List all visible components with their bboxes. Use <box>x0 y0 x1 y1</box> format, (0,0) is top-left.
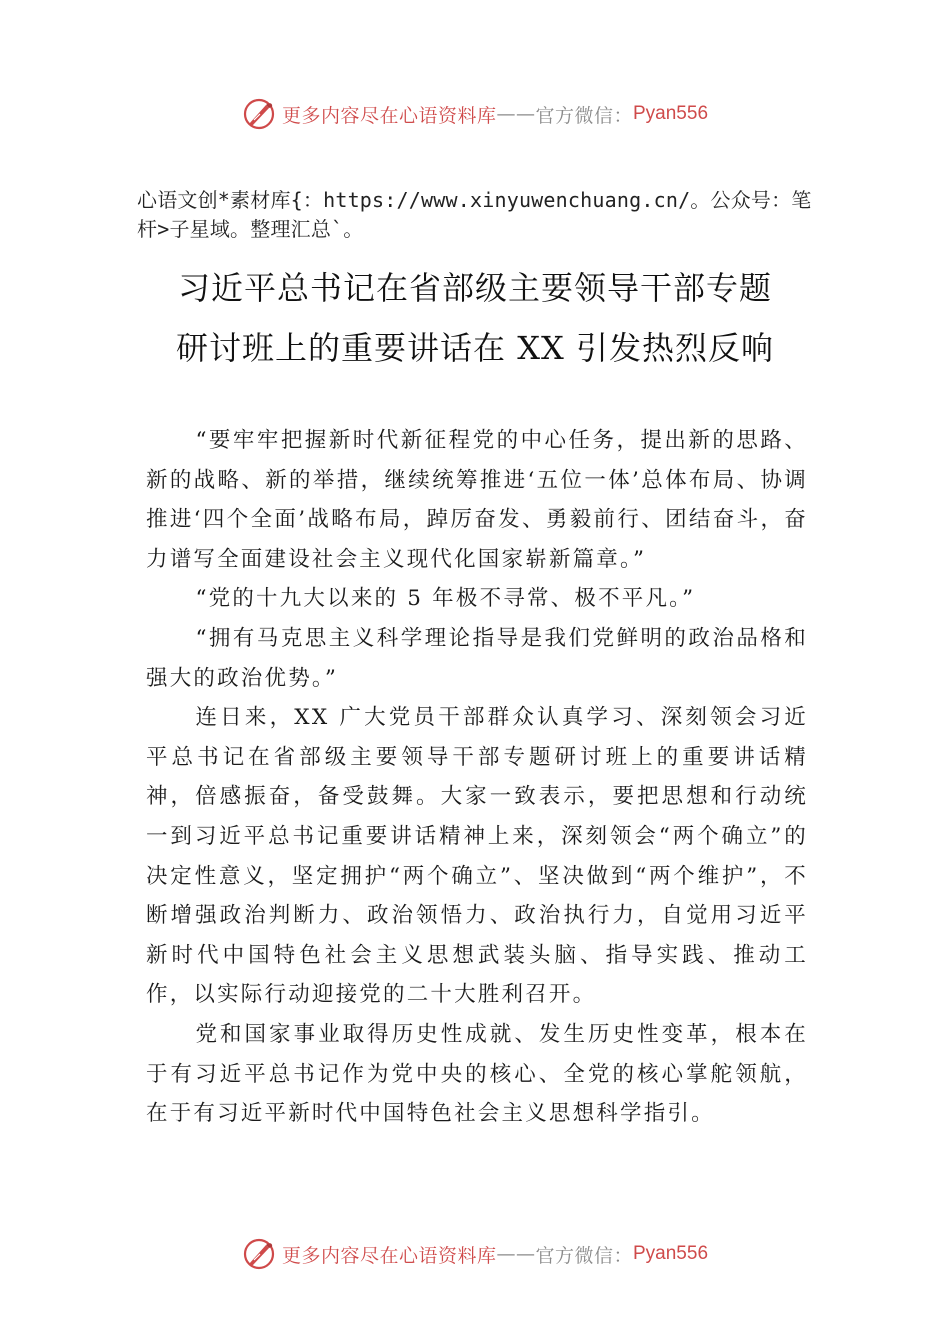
banner-promo-text: 更多内容尽在心语资料库 <box>281 1244 497 1267</box>
header-banner <box>0 94 950 134</box>
banner-promo-text: 更多内容尽在心语资料库 <box>281 104 497 127</box>
source-note: 心语文创*素材库{：https://www.xinyuwenchuang.cn/。公众号：笔杆>子星域。整理汇总`。 <box>137 188 812 241</box>
banner-dash: —— <box>496 103 536 125</box>
title-line-1: 习近平总书记在省部级主要领导干部专题 <box>177 269 772 307</box>
banner-wechat-label: 官方微信： <box>535 104 633 127</box>
title-line-2: 研讨班上的重要讲话在 XX 引发热烈反响 <box>176 329 774 367</box>
banner-wechat-id: Pyan556 <box>633 1243 709 1264</box>
paragraph: “党的十九大以来的 5 年极不寻常、极不平凡。” <box>195 586 696 612</box>
banner-wechat-label: 官方微信： <box>535 1244 633 1267</box>
article-body <box>146 421 808 1134</box>
paragraph: 党和国家事业取得历史性成就、发生历史性变革，根本在于有习近平总书记作为党中央的核心、全党的核心掌舵领航，在于有习近平新时代中国特色社会主义思想科学指引。 <box>146 1021 808 1127</box>
paragraph: “拥有马克思主义科学理论指导是我们党鲜明的政治品格和强大的政治优势。” <box>146 625 808 691</box>
paragraph: 连日来，XX 广大党员干部群众认真学习、深刻领会习近平总书记在省部级主要领导干部专题研讨班上的重要讲话精神，倍感振奋，备受鼓舞。大家一致表示，要把思想和行动统一到习近平总书记重要讲话精神上来，深刻领会“两个确立”的决定性意义，坚定拥护“两个确立”、坚决做到“两个维护”，不断增强政治判断力、政治领悟力、政治执行力，自觉用习近平新时代中国特色社会主义思想武装头脑、指导实践、推动工作，以实际行动迎接党的二十大胜利召开。 <box>146 705 808 1008</box>
footer-banner <box>0 1234 950 1274</box>
quill-logo-icon <box>242 97 276 131</box>
paragraph: “要牢牢把握新时代新征程党的中心任务，提出新的思路、新的战略、新的举措，继续统筹推进‘五位一体’总体布局、协调推进‘四个全面’战略布局，踔厉奋发、勇毅前行、团结奋斗，奋力谱写全面建设社会主义现代化国家崭新篇章。” <box>146 428 808 572</box>
banner-dash: —— <box>496 1243 536 1265</box>
banner-wechat-id: Pyan556 <box>633 103 709 124</box>
document-title <box>100 258 850 378</box>
quill-logo-icon <box>242 1237 276 1271</box>
